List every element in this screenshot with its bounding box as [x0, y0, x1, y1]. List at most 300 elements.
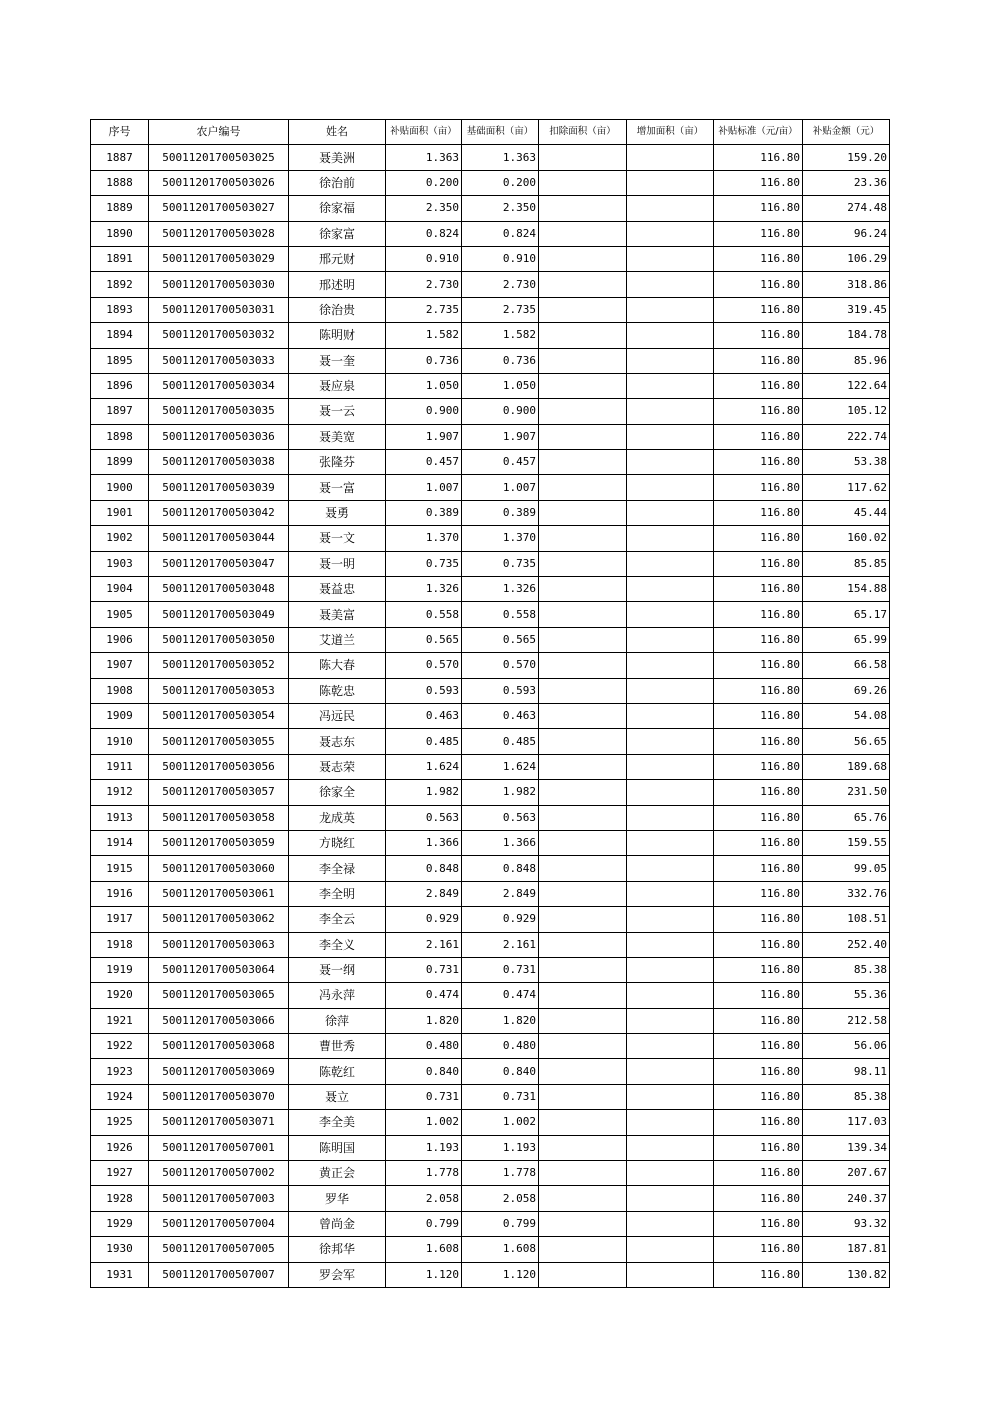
cell-subsidy-amount: 45.44 [803, 500, 890, 525]
table-row [91, 475, 890, 500]
cell-subsidy-area: 0.563 [386, 805, 462, 830]
cell-name: 陈大春 [289, 653, 386, 678]
cell-deducted-area [539, 602, 627, 627]
cell-name: 罗华 [289, 1186, 386, 1211]
cell-serial-number: 1908 [91, 678, 149, 703]
table-row [91, 932, 890, 957]
cell-base-area: 0.799 [462, 1211, 539, 1236]
cell-farmer-id: 50011201700503033 [149, 348, 289, 373]
cell-serial-number: 1928 [91, 1186, 149, 1211]
cell-name: 龙成英 [289, 805, 386, 830]
cell-serial-number: 1903 [91, 551, 149, 576]
cell-base-area: 1.582 [462, 323, 539, 348]
cell-base-area: 0.389 [462, 500, 539, 525]
cell-deducted-area [539, 221, 627, 246]
header-subsidy-amount: 补贴金额（元） [803, 120, 890, 145]
table-row [91, 1186, 890, 1211]
cell-base-area: 1.370 [462, 526, 539, 551]
table-row [91, 323, 890, 348]
cell-serial-number: 1901 [91, 500, 149, 525]
cell-subsidy-rate: 116.80 [714, 907, 803, 932]
cell-subsidy-amount: 85.38 [803, 957, 890, 982]
cell-added-area [627, 323, 714, 348]
cell-farmer-id: 50011201700503068 [149, 1034, 289, 1059]
cell-deducted-area [539, 627, 627, 652]
cell-farmer-id: 50011201700507005 [149, 1237, 289, 1262]
cell-name: 聂美洲 [289, 145, 386, 170]
cell-subsidy-amount: 332.76 [803, 881, 890, 906]
cell-deducted-area [539, 805, 627, 830]
cell-base-area: 2.350 [462, 196, 539, 221]
cell-farmer-id: 50011201700503065 [149, 983, 289, 1008]
cell-farmer-id: 50011201700503044 [149, 526, 289, 551]
cell-serial-number: 1909 [91, 703, 149, 728]
cell-added-area [627, 196, 714, 221]
cell-name: 聂一纲 [289, 957, 386, 982]
cell-base-area: 1.120 [462, 1262, 539, 1287]
cell-farmer-id: 50011201700503029 [149, 246, 289, 271]
cell-serial-number: 1913 [91, 805, 149, 830]
cell-name: 陈乾红 [289, 1059, 386, 1084]
cell-serial-number: 1895 [91, 348, 149, 373]
cell-added-area [627, 1110, 714, 1135]
cell-deducted-area [539, 475, 627, 500]
cell-name: 徐治贵 [289, 297, 386, 322]
cell-subsidy-rate: 116.80 [714, 526, 803, 551]
cell-name: 聂应泉 [289, 373, 386, 398]
cell-serial-number: 1905 [91, 602, 149, 627]
cell-subsidy-rate: 116.80 [714, 932, 803, 957]
table-row [91, 1008, 890, 1033]
cell-added-area [627, 805, 714, 830]
cell-added-area [627, 297, 714, 322]
table-row [91, 754, 890, 779]
cell-farmer-id: 50011201700507001 [149, 1135, 289, 1160]
cell-deducted-area [539, 246, 627, 271]
cell-subsidy-amount: 55.36 [803, 983, 890, 1008]
cell-subsidy-area: 1.778 [386, 1161, 462, 1186]
header-name: 姓名 [289, 120, 386, 145]
table-row [91, 246, 890, 271]
cell-subsidy-area: 0.735 [386, 551, 462, 576]
cell-deducted-area [539, 399, 627, 424]
cell-subsidy-area: 0.457 [386, 450, 462, 475]
cell-serial-number: 1900 [91, 475, 149, 500]
cell-added-area [627, 653, 714, 678]
cell-base-area: 0.735 [462, 551, 539, 576]
cell-subsidy-rate: 116.80 [714, 1161, 803, 1186]
cell-farmer-id: 50011201700503059 [149, 830, 289, 855]
cell-subsidy-amount: 108.51 [803, 907, 890, 932]
cell-added-area [627, 1237, 714, 1262]
cell-farmer-id: 50011201700507003 [149, 1186, 289, 1211]
cell-name: 李全禄 [289, 856, 386, 881]
cell-added-area [627, 678, 714, 703]
cell-subsidy-amount: 105.12 [803, 399, 890, 424]
cell-name: 徐治前 [289, 170, 386, 195]
cell-farmer-id: 50011201700503053 [149, 678, 289, 703]
cell-subsidy-area: 1.624 [386, 754, 462, 779]
cell-added-area [627, 1262, 714, 1287]
header-added-area: 增加面积（亩） [627, 120, 714, 145]
cell-serial-number: 1890 [91, 221, 149, 246]
cell-farmer-id: 50011201700503061 [149, 881, 289, 906]
cell-subsidy-rate: 116.80 [714, 1110, 803, 1135]
cell-subsidy-rate: 116.80 [714, 678, 803, 703]
cell-farmer-id: 50011201700503056 [149, 754, 289, 779]
cell-added-area [627, 577, 714, 602]
cell-subsidy-rate: 116.80 [714, 221, 803, 246]
cell-base-area: 0.200 [462, 170, 539, 195]
cell-serial-number: 1907 [91, 653, 149, 678]
table-row [91, 272, 890, 297]
cell-deducted-area [539, 1084, 627, 1109]
cell-serial-number: 1898 [91, 424, 149, 449]
cell-serial-number: 1906 [91, 627, 149, 652]
table-row [91, 1237, 890, 1262]
cell-added-area [627, 1059, 714, 1084]
cell-added-area [627, 602, 714, 627]
cell-deducted-area [539, 1262, 627, 1287]
cell-subsidy-rate: 116.80 [714, 577, 803, 602]
cell-subsidy-rate: 116.80 [714, 653, 803, 678]
cell-deducted-area [539, 424, 627, 449]
cell-name: 邢述明 [289, 272, 386, 297]
cell-name: 方晓红 [289, 830, 386, 855]
cell-serial-number: 1916 [91, 881, 149, 906]
cell-deducted-area [539, 272, 627, 297]
cell-deducted-area [539, 678, 627, 703]
cell-base-area: 0.910 [462, 246, 539, 271]
cell-subsidy-amount: 96.24 [803, 221, 890, 246]
cell-serial-number: 1926 [91, 1135, 149, 1160]
cell-farmer-id: 50011201700503069 [149, 1059, 289, 1084]
cell-subsidy-rate: 116.80 [714, 703, 803, 728]
cell-added-area [627, 1211, 714, 1236]
cell-farmer-id: 50011201700503035 [149, 399, 289, 424]
cell-subsidy-area: 0.558 [386, 602, 462, 627]
table-row [91, 1262, 890, 1287]
table-row [91, 1084, 890, 1109]
table-row [91, 526, 890, 551]
cell-subsidy-rate: 116.80 [714, 500, 803, 525]
table-row [91, 1161, 890, 1186]
cell-added-area [627, 348, 714, 373]
cell-farmer-id: 50011201700503034 [149, 373, 289, 398]
cell-deducted-area [539, 1161, 627, 1186]
table-row [91, 830, 890, 855]
cell-farmer-id: 50011201700503063 [149, 932, 289, 957]
cell-subsidy-area: 1.363 [386, 145, 462, 170]
cell-subsidy-amount: 85.96 [803, 348, 890, 373]
cell-added-area [627, 1161, 714, 1186]
table-row [91, 577, 890, 602]
cell-name: 陈明国 [289, 1135, 386, 1160]
cell-subsidy-rate: 116.80 [714, 297, 803, 322]
cell-name: 邢元财 [289, 246, 386, 271]
cell-added-area [627, 145, 714, 170]
cell-subsidy-area: 1.326 [386, 577, 462, 602]
cell-subsidy-area: 0.736 [386, 348, 462, 373]
cell-subsidy-rate: 116.80 [714, 830, 803, 855]
cell-subsidy-area: 0.480 [386, 1034, 462, 1059]
cell-farmer-id: 50011201700503055 [149, 729, 289, 754]
table-row [91, 196, 890, 221]
cell-deducted-area [539, 932, 627, 957]
cell-subsidy-amount: 23.36 [803, 170, 890, 195]
table-row [91, 881, 890, 906]
cell-farmer-id: 50011201700503025 [149, 145, 289, 170]
cell-added-area [627, 856, 714, 881]
cell-name: 李全云 [289, 907, 386, 932]
cell-subsidy-area: 1.120 [386, 1262, 462, 1287]
cell-subsidy-amount: 117.62 [803, 475, 890, 500]
cell-base-area: 0.563 [462, 805, 539, 830]
cell-name: 聂一文 [289, 526, 386, 551]
cell-deducted-area [539, 526, 627, 551]
cell-name: 徐邦华 [289, 1237, 386, 1262]
cell-serial-number: 1887 [91, 145, 149, 170]
table-row [91, 348, 890, 373]
table-row [91, 907, 890, 932]
cell-added-area [627, 881, 714, 906]
header-base-area: 基础面积（亩） [462, 120, 539, 145]
cell-name: 聂美宽 [289, 424, 386, 449]
cell-base-area: 0.570 [462, 653, 539, 678]
header-subsidy-area: 补贴面积（亩） [386, 120, 462, 145]
cell-subsidy-area: 0.799 [386, 1211, 462, 1236]
cell-subsidy-rate: 116.80 [714, 805, 803, 830]
cell-farmer-id: 50011201700503039 [149, 475, 289, 500]
cell-subsidy-amount: 122.64 [803, 373, 890, 398]
cell-subsidy-area: 0.593 [386, 678, 462, 703]
table-row [91, 983, 890, 1008]
cell-base-area: 1.624 [462, 754, 539, 779]
cell-serial-number: 1910 [91, 729, 149, 754]
cell-serial-number: 1889 [91, 196, 149, 221]
cell-base-area: 1.608 [462, 1237, 539, 1262]
header-row [91, 120, 890, 145]
cell-name: 聂一富 [289, 475, 386, 500]
cell-serial-number: 1896 [91, 373, 149, 398]
cell-added-area [627, 221, 714, 246]
cell-deducted-area [539, 1008, 627, 1033]
cell-added-area [627, 551, 714, 576]
cell-name: 徐家富 [289, 221, 386, 246]
table-row [91, 450, 890, 475]
cell-serial-number: 1919 [91, 957, 149, 982]
table-row [91, 703, 890, 728]
cell-added-area [627, 932, 714, 957]
cell-subsidy-area: 1.982 [386, 780, 462, 805]
cell-name: 徐家福 [289, 196, 386, 221]
cell-base-area: 0.929 [462, 907, 539, 932]
table-row [91, 1211, 890, 1236]
cell-subsidy-rate: 116.80 [714, 348, 803, 373]
cell-subsidy-area: 2.730 [386, 272, 462, 297]
cell-subsidy-area: 1.366 [386, 830, 462, 855]
cell-farmer-id: 50011201700503032 [149, 323, 289, 348]
table-row [91, 729, 890, 754]
cell-farmer-id: 50011201700503050 [149, 627, 289, 652]
cell-subsidy-rate: 116.80 [714, 957, 803, 982]
cell-base-area: 0.474 [462, 983, 539, 1008]
cell-name: 冯远民 [289, 703, 386, 728]
cell-deducted-area [539, 1186, 627, 1211]
cell-subsidy-rate: 116.80 [714, 754, 803, 779]
cell-serial-number: 1894 [91, 323, 149, 348]
cell-base-area: 1.363 [462, 145, 539, 170]
cell-subsidy-area: 0.565 [386, 627, 462, 652]
cell-subsidy-area: 0.848 [386, 856, 462, 881]
cell-base-area: 0.736 [462, 348, 539, 373]
cell-added-area [627, 450, 714, 475]
cell-serial-number: 1912 [91, 780, 149, 805]
cell-deducted-area [539, 729, 627, 754]
cell-name: 陈乾忠 [289, 678, 386, 703]
cell-farmer-id: 50011201700503058 [149, 805, 289, 830]
cell-deducted-area [539, 983, 627, 1008]
cell-subsidy-amount: 189.68 [803, 754, 890, 779]
cell-subsidy-rate: 116.80 [714, 983, 803, 1008]
cell-deducted-area [539, 754, 627, 779]
cell-farmer-id: 50011201700507002 [149, 1161, 289, 1186]
cell-subsidy-amount: 319.45 [803, 297, 890, 322]
cell-name: 李全美 [289, 1110, 386, 1135]
cell-name: 徐萍 [289, 1008, 386, 1033]
cell-deducted-area [539, 450, 627, 475]
cell-deducted-area [539, 373, 627, 398]
cell-subsidy-rate: 116.80 [714, 1135, 803, 1160]
cell-base-area: 2.730 [462, 272, 539, 297]
cell-subsidy-rate: 116.80 [714, 450, 803, 475]
cell-deducted-area [539, 500, 627, 525]
cell-subsidy-rate: 116.80 [714, 323, 803, 348]
cell-serial-number: 1897 [91, 399, 149, 424]
cell-base-area: 1.193 [462, 1135, 539, 1160]
cell-added-area [627, 526, 714, 551]
cell-subsidy-rate: 116.80 [714, 780, 803, 805]
cell-serial-number: 1929 [91, 1211, 149, 1236]
cell-deducted-area [539, 830, 627, 855]
cell-subsidy-rate: 116.80 [714, 145, 803, 170]
cell-base-area: 1.778 [462, 1161, 539, 1186]
cell-deducted-area [539, 551, 627, 576]
cell-farmer-id: 50011201700503064 [149, 957, 289, 982]
cell-added-area [627, 703, 714, 728]
cell-deducted-area [539, 323, 627, 348]
cell-deducted-area [539, 957, 627, 982]
table-row [91, 500, 890, 525]
cell-subsidy-rate: 116.80 [714, 1211, 803, 1236]
cell-deducted-area [539, 348, 627, 373]
cell-subsidy-area: 1.007 [386, 475, 462, 500]
cell-added-area [627, 1084, 714, 1109]
cell-subsidy-amount: 93.32 [803, 1211, 890, 1236]
cell-base-area: 0.824 [462, 221, 539, 246]
cell-base-area: 0.558 [462, 602, 539, 627]
cell-farmer-id: 50011201700503062 [149, 907, 289, 932]
subsidy-table [90, 119, 890, 1288]
cell-added-area [627, 475, 714, 500]
cell-subsidy-rate: 116.80 [714, 627, 803, 652]
cell-subsidy-rate: 116.80 [714, 170, 803, 195]
cell-serial-number: 1931 [91, 1262, 149, 1287]
cell-subsidy-area: 0.485 [386, 729, 462, 754]
cell-subsidy-amount: 130.82 [803, 1262, 890, 1287]
cell-serial-number: 1927 [91, 1161, 149, 1186]
table-row [91, 170, 890, 195]
cell-deducted-area [539, 1237, 627, 1262]
cell-serial-number: 1918 [91, 932, 149, 957]
cell-base-area: 0.731 [462, 957, 539, 982]
cell-serial-number: 1917 [91, 907, 149, 932]
cell-subsidy-rate: 116.80 [714, 551, 803, 576]
cell-subsidy-amount: 56.06 [803, 1034, 890, 1059]
table-row [91, 297, 890, 322]
cell-subsidy-area: 1.370 [386, 526, 462, 551]
cell-serial-number: 1925 [91, 1110, 149, 1135]
cell-subsidy-area: 2.849 [386, 881, 462, 906]
cell-base-area: 2.735 [462, 297, 539, 322]
cell-base-area: 0.593 [462, 678, 539, 703]
cell-subsidy-amount: 54.08 [803, 703, 890, 728]
cell-deducted-area [539, 1034, 627, 1059]
cell-subsidy-amount: 65.76 [803, 805, 890, 830]
table-row [91, 399, 890, 424]
cell-subsidy-amount: 274.48 [803, 196, 890, 221]
cell-subsidy-rate: 116.80 [714, 1008, 803, 1033]
cell-deducted-area [539, 1110, 627, 1135]
cell-subsidy-area: 0.824 [386, 221, 462, 246]
cell-serial-number: 1920 [91, 983, 149, 1008]
table-row [91, 856, 890, 881]
cell-subsidy-amount: 159.20 [803, 145, 890, 170]
cell-base-area: 0.457 [462, 450, 539, 475]
cell-subsidy-amount: 139.34 [803, 1135, 890, 1160]
cell-serial-number: 1888 [91, 170, 149, 195]
cell-added-area [627, 627, 714, 652]
cell-added-area [627, 424, 714, 449]
cell-base-area: 0.565 [462, 627, 539, 652]
cell-serial-number: 1915 [91, 856, 149, 881]
table-row [91, 1034, 890, 1059]
cell-subsidy-amount: 117.03 [803, 1110, 890, 1135]
cell-base-area: 0.848 [462, 856, 539, 881]
cell-name: 陈明财 [289, 323, 386, 348]
cell-deducted-area [539, 1135, 627, 1160]
cell-base-area: 1.326 [462, 577, 539, 602]
cell-serial-number: 1893 [91, 297, 149, 322]
cell-subsidy-area: 1.820 [386, 1008, 462, 1033]
cell-subsidy-rate: 116.80 [714, 1059, 803, 1084]
cell-deducted-area [539, 856, 627, 881]
table-row [91, 653, 890, 678]
cell-serial-number: 1902 [91, 526, 149, 551]
cell-serial-number: 1923 [91, 1059, 149, 1084]
cell-base-area: 0.485 [462, 729, 539, 754]
cell-base-area: 1.907 [462, 424, 539, 449]
cell-subsidy-amount: 240.37 [803, 1186, 890, 1211]
table-row [91, 373, 890, 398]
cell-farmer-id: 50011201700503057 [149, 780, 289, 805]
cell-subsidy-rate: 116.80 [714, 881, 803, 906]
cell-base-area: 0.480 [462, 1034, 539, 1059]
cell-serial-number: 1922 [91, 1034, 149, 1059]
cell-subsidy-amount: 56.65 [803, 729, 890, 754]
cell-subsidy-rate: 116.80 [714, 475, 803, 500]
cell-farmer-id: 50011201700503028 [149, 221, 289, 246]
